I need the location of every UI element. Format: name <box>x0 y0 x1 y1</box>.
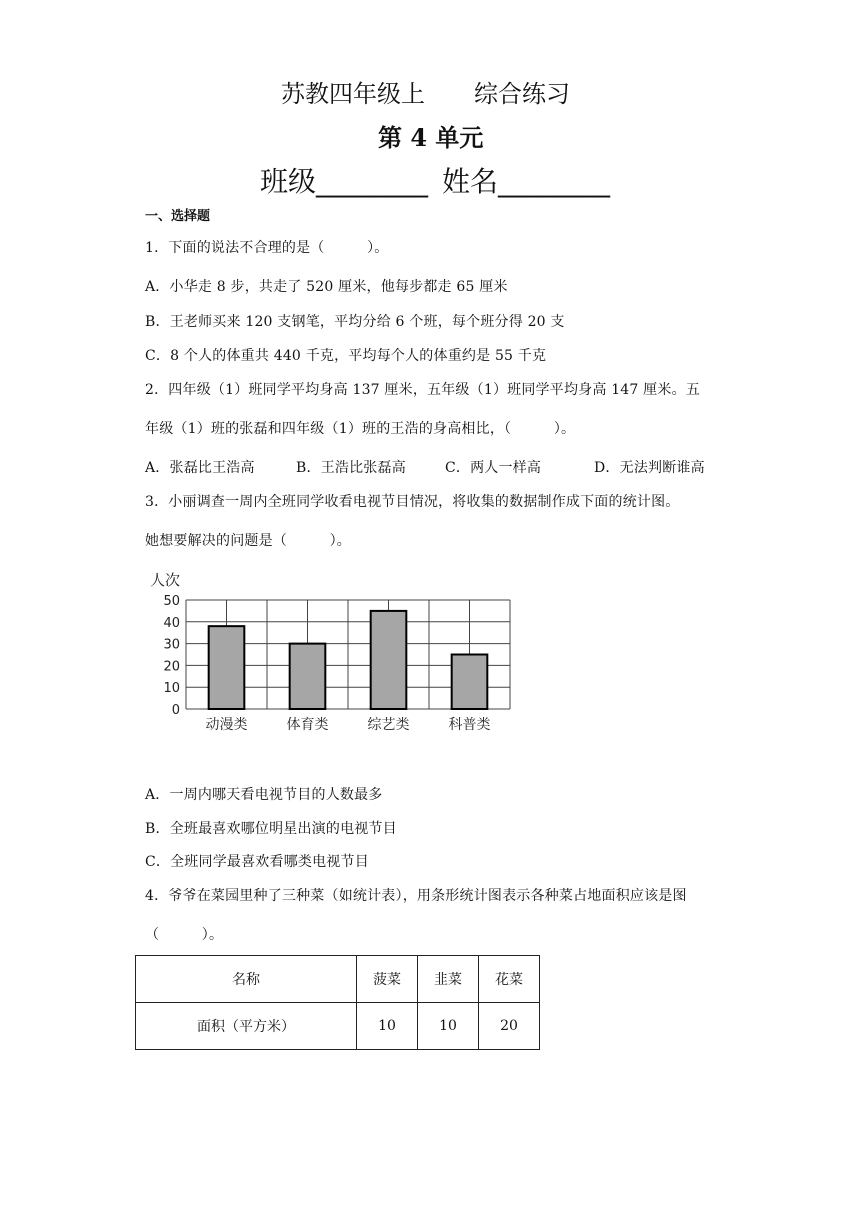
question-3-option-a: A．一周内哪天看电视节目的人数最多 <box>145 787 383 803</box>
question-3-stem-line1: 3．小丽调查一周内全班同学收看电视节目情况，将收集的数据制作成下面的统计图。 <box>145 494 680 510</box>
unit-title: 第 4 单元 <box>378 123 484 152</box>
question-2-option-d: D．无法判断谁高 <box>594 460 705 476</box>
y-axis-label: 人次 <box>150 571 181 589</box>
bar <box>452 655 488 710</box>
question-3-option-b: B．全班最喜欢哪位明星出演的电视节目 <box>145 821 397 837</box>
class-field: 班级________ <box>260 165 429 198</box>
question-2-option-b: B．王浩比张磊高 <box>296 460 406 476</box>
question-1-stem: 1．下面的说法不合理的是（ ）。 <box>145 240 389 256</box>
y-tick-label: 40 <box>163 615 180 631</box>
y-tick-label: 30 <box>163 637 180 653</box>
table-header-cell: 菠菜 <box>357 956 418 1003</box>
table-header-row <box>136 956 540 1003</box>
vegetable-area-table <box>135 955 540 1050</box>
table-row <box>136 1003 540 1050</box>
table-cell: 10 <box>418 1003 479 1050</box>
x-tick-label: 综艺类 <box>367 717 410 733</box>
table-cell: 10 <box>357 1003 418 1050</box>
question-3-option-c: C．全班同学最喜欢看哪类电视节目 <box>145 854 369 870</box>
page-title-left: 苏教四年级上 <box>281 80 425 108</box>
bar <box>290 644 326 709</box>
name-field: 姓名________ <box>442 165 611 198</box>
bar <box>209 626 245 709</box>
table-header-cell: 韭菜 <box>418 956 479 1003</box>
table-header-cell: 名称 <box>136 956 357 1003</box>
question-1-option-c: C．8 个人的体重共 440 千克，平均每个人的体重约是 55 千克 <box>145 348 547 364</box>
tv-program-bar-chart <box>140 566 530 738</box>
bar <box>371 611 407 709</box>
table-cell: 20 <box>479 1003 540 1050</box>
page-title-right: 综合练习 <box>474 80 570 108</box>
section-heading: 一、选择题 <box>145 209 211 224</box>
question-2-option-c: C．两人一样高 <box>445 460 542 476</box>
y-tick-label: 50 <box>163 594 180 609</box>
question-1-option-a: A．小华走 8 步，共走了 520 厘米，他每步都走 65 厘米 <box>145 279 508 295</box>
x-tick-label: 体育类 <box>286 717 329 733</box>
x-tick-label: 动漫类 <box>205 717 248 733</box>
y-tick-label: 0 <box>171 703 180 718</box>
question-1-option-b: B．王老师买来 120 支钢笔，平均分给 6 个班，每个班分得 20 支 <box>145 314 565 330</box>
table-cell: 面积（平方米） <box>136 1003 357 1050</box>
question-2-stem-line1: 2．四年级（1）班同学平均身高 137 厘米，五年级（1）班同学平均身高 147 厘米。五 <box>145 382 700 398</box>
question-4-stem-line1: 4．爷爷在菜园里种了三种菜（如统计表），用条形统计图表示各种菜占地面积应该是图 <box>145 888 687 904</box>
question-2-option-a: A．张磊比王浩高 <box>145 460 255 476</box>
y-tick-label: 20 <box>163 659 180 675</box>
question-3-stem-line2: 她想要解决的问题是（ ）。 <box>145 533 351 549</box>
question-4-stem-line2: （ ）。 <box>145 927 224 943</box>
x-tick-label: 科普类 <box>448 717 491 733</box>
table-header-cell: 花菜 <box>479 956 540 1003</box>
question-2-stem-line2: 年级（1）班的张磊和四年级（1）班的王浩的身高相比，（ ）。 <box>145 421 576 437</box>
y-tick-label: 10 <box>163 681 180 697</box>
